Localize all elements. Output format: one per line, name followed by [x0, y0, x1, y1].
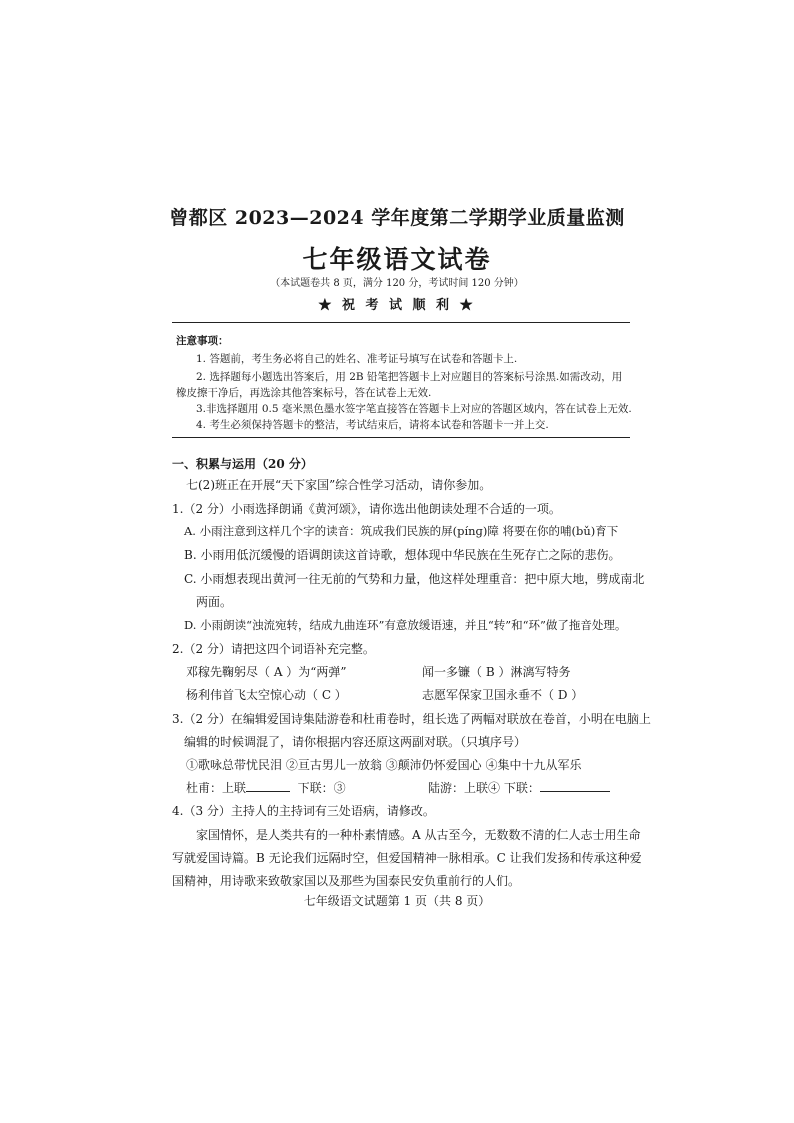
question-3-stem-cont: 编辑的时候调混了，请你根据内容还原这两副对联。（只填序号） [184, 735, 527, 749]
question-3-dufu-upper-blank[interactable] [246, 791, 290, 792]
question-4-passage-line-1: 家国情怀，是人类共有的一种朴素情感。A 从古至今，无数数不清的仁人志士用生命 [196, 828, 641, 842]
notes-item-3: 3.非选择题用 0.5 毫米黑色墨水签字笔直接答在答题卡上对应的答题区域内，答在试卷上无效. [196, 403, 632, 415]
question-3-luyou-answer [428, 779, 610, 796]
question-1-option-c-cont: 两面。 [196, 595, 233, 609]
question-1-stem: 1.（2 分）小雨选择朗诵《黄河颂》，请你选出他朗读处理不合适的一项。 [172, 502, 561, 516]
question-1-option-d: D. 小雨朗读“浊流宛转，结成九曲连环”有意放缓语速，并且“转”和“环”做了拖音处理。 [184, 618, 627, 632]
section-1-intro: 七(2)班正在开展“天下家国”综合性学习活动，请你参加。 [186, 478, 492, 492]
question-3-luyou-label: 陆游：上联④ 下联： [428, 781, 540, 795]
question-2-item-d: 志愿军保家卫国永垂不（ D ） [422, 688, 584, 702]
exam-title-line1: 曾都区 2023—2024 学年度第二学期学业质量监测 [169, 207, 625, 229]
question-2-item-b: 闻一多镰（ B ）淋漓写特务 [422, 665, 571, 679]
divider-bottom [172, 437, 630, 438]
question-4-stem: 4.（3 分）主持人的主持词有三处语病，请修改。 [172, 804, 435, 818]
notes-item-4: 4. 考生必须保持答题卡的整洁，考试结束后，请将本试卷和答题卡一并上交. [196, 419, 549, 431]
question-4-passage-line-2: 写就爱国诗篇。B 无论我们远隔时空，但爱国精神一脉相承。C 让我们发扬和传承这种爱 [172, 851, 642, 865]
exam-wish: ★ 祝 考 试 顺 利 ★ [318, 298, 476, 313]
question-3-luyou-lower-blank[interactable] [540, 791, 610, 792]
question-3-dufu-label: 杜甫：上联 [186, 781, 247, 795]
divider-top [172, 322, 630, 323]
question-3-dufu-lower: 下联：③ [297, 781, 346, 795]
question-3-stem: 3.（2 分）在编辑爱国诗集陆游卷和杜甫卷时，组长选了两幅对联放在卷首，小明在电脑上 [172, 712, 651, 726]
notes-item-1: 1. 答题前，考生务必将自己的姓名、准考证号填写在试卷和答题卡上. [196, 353, 518, 365]
notes-heading: 注意事项： [176, 335, 229, 347]
question-3-dufu-answer [186, 779, 346, 796]
page-footer: 七年级语文试题第 1 页（共 8 页） [303, 894, 491, 908]
notes-item-2a: 2. 选择题每小题选出答案后，用 2B 铅笔把答题卡上对应题目的答案标号涂黑.如需改动，用 [196, 371, 623, 383]
question-3-options: ①歌咏总带忧民泪 ②亘古男儿一放翁 ③颠沛仍怀爱国心 ④集中十九从军乐 [186, 758, 582, 772]
exam-info: （本试题卷共 8 页，满分 120 分，考试时间 120 分钟） [270, 278, 524, 289]
notes-item-2b: 橡皮擦干净后，再选涂其他答案标号，答在试卷上无效. [176, 387, 432, 399]
question-4-passage-line-3: 国精神，用诗歌来致敬家国以及那些为国泰民安负重前行的人们。 [172, 874, 521, 888]
question-1-option-c: C. 小雨想表现出黄河一往无前的气势和力量，他这样处理重音：把中原大地，劈成南北 [184, 572, 645, 586]
question-2-item-a: 邓稼先鞠躬尽（ A ）为“两弹” [186, 665, 347, 679]
exam-title-line2: 七年级语文试卷 [302, 245, 492, 274]
question-2-stem: 2.（2 分）请把这四个词语补充完整。 [172, 642, 375, 656]
question-1-option-a: A. 小雨注意到这样几个字的读音：筑成我们民族的屏(pínɡ)障 将要在你的哺(bǔ)育下 [184, 524, 619, 538]
section-1-heading: 一、积累与运用（20 分） [172, 457, 313, 471]
question-1-option-b: B. 小雨用低沉缓慢的语调朗读这首诗歌，想体现中华民族在生死存亡之际的悲伤。 [184, 548, 621, 562]
question-2-item-c: 杨利伟首飞太空惊心动（ C ） [186, 688, 347, 702]
